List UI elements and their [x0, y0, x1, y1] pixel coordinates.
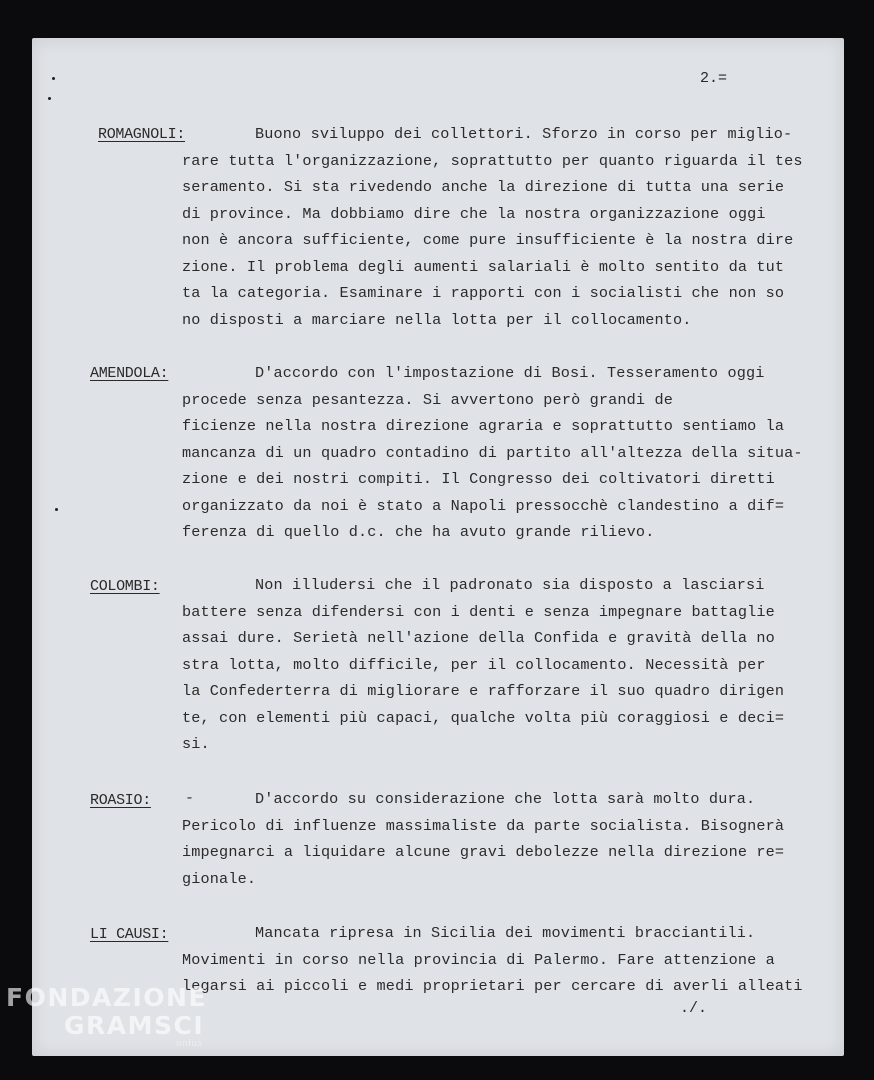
punch-hole-mark [48, 97, 51, 100]
text-line: impegnarci a liquidare alcune gravi debolezze nella direzione re= [182, 843, 785, 861]
speaker-amendola: AMENDOLA: [90, 365, 169, 382]
text-line: assai dure. Serietà nell'azione della Confida e gravità della no [182, 629, 775, 647]
punch-hole-mark [52, 77, 55, 80]
text-line: organizzato da noi è stato a Napoli pressocchè clandestino a dif= [182, 496, 785, 515]
paragraph-romagnoli [182, 121, 812, 333]
text-line: Buono sviluppo dei collettori. Sforzo in corso per miglio- [255, 125, 793, 143]
text-line: rare tutta l'organizzazione, soprattutto per quanto riguarda il tes [182, 151, 803, 170]
text-line: Pericolo di influenze massimaliste da parte socialista. Bisognerà [182, 816, 785, 835]
continuation-mark: ./. [680, 1000, 708, 1017]
text-line: Mancata ripresa in Sicilia dei movimenti bracciantili. [255, 924, 756, 942]
text-line: procede senza pesantezza. Si avvertono però grandi de [182, 390, 673, 409]
paragraph-colombi [182, 572, 812, 758]
text-line: non è ancora sufficiente, come pure insufficiente è la nostra dire [182, 231, 794, 249]
text-line: battere senza difendersi con i denti e senza impegnare battaglie [182, 602, 775, 621]
text-line: la Confederterra di migliorare e rafforzare il suo quadro dirigen [182, 682, 785, 700]
text-line: seramento. Si sta rivedendo anche la direzione di tutta una serie [182, 178, 785, 196]
text-line: si. [182, 735, 210, 753]
text-line: te, con elementi più capaci, qualche volta più coraggiosi e deci= [182, 708, 785, 727]
text-line: mancanza di un quadro contadino di partito all'altezza della situa- [182, 443, 803, 462]
fondazione-gramsci-watermark [6, 985, 207, 1049]
text-line: ta la categoria. Esaminare i rapporti con i socialisti che non so [182, 284, 785, 302]
punch-hole-mark [55, 508, 58, 511]
text-line: Non illudersi che il padronato sia disposto a lasciarsi [255, 576, 765, 594]
text-line: stra lotta, molto difficile, per il collocamento. Necessità per [182, 655, 766, 674]
paragraph-roasio [182, 786, 812, 892]
text-line: legarsi ai piccoli e medi proprietari per cercare di averli alleati [182, 977, 803, 995]
dash-mark: - [185, 790, 195, 807]
text-line: no disposti a marciare nella lotta per il collocamento. [182, 310, 692, 329]
speaker-roasio: ROASIO: [90, 792, 151, 809]
paragraph-amendola [182, 360, 812, 546]
text-line: ferenza di quello d.c. che ha avuto grande rilievo. [182, 523, 655, 541]
text-line: Movimenti in corso nella provincia di Palermo. Fare attenzione a [182, 950, 775, 969]
text-line: di province. Ma dobbiamo dire che la nostra organizzazione oggi [182, 204, 766, 223]
speaker-li-causi: LI CAUSI: [90, 926, 169, 943]
page-number: 2.= [700, 70, 728, 87]
watermark-line: FONDAZIONE [6, 983, 208, 1012]
text-line: D'accordo con l'impostazione di Bosi. Tesseramento oggi [255, 364, 765, 382]
text-line: gionale. [182, 869, 257, 888]
watermark-line: onlus [176, 1039, 203, 1049]
text-line: zione. Il problema degli aumenti salariali è molto sentito da tut [182, 257, 785, 276]
watermark-line: GRAMSCI [64, 1011, 205, 1040]
speaker-romagnoli: ROMAGNOLI: [98, 126, 186, 143]
speaker-colombi: COLOMBI: [90, 578, 160, 595]
text-line: zione e dei nostri compiti. Il Congresso dei coltivatori diretti [182, 470, 775, 488]
text-line: D'accordo su considerazione che lotta sarà molto dura. [255, 790, 756, 808]
text-line: ficienze nella nostra direzione agraria e soprattutto sentiamo la [182, 417, 785, 435]
paragraph-li-causi [182, 920, 812, 1000]
